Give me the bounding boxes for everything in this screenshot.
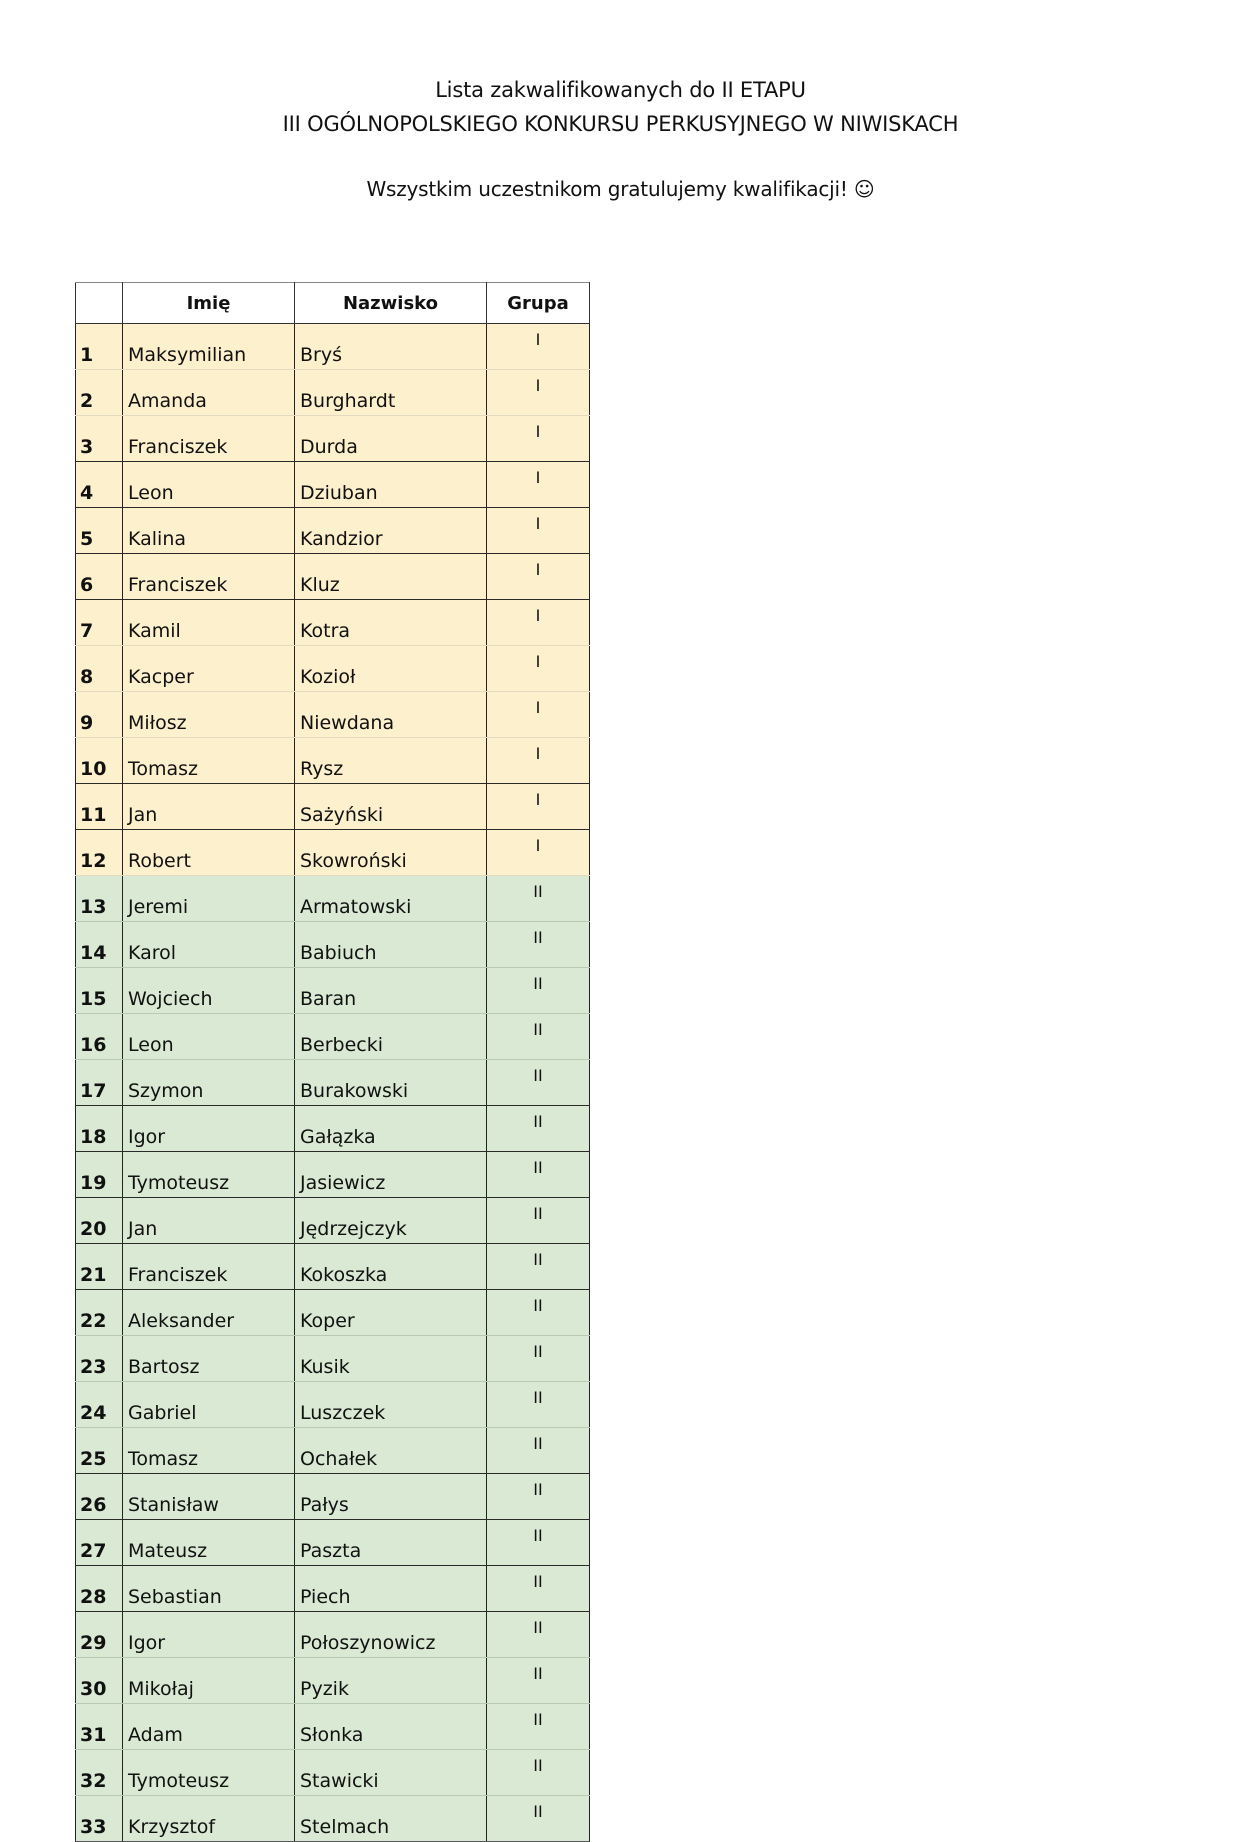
table-row bbox=[76, 1336, 590, 1382]
first-name-cell: Stanisław bbox=[123, 1474, 295, 1520]
group-cell: II bbox=[487, 1658, 590, 1704]
row-number: 21 bbox=[76, 1244, 123, 1290]
first-name-cell: Franciszek bbox=[123, 554, 295, 600]
group-cell: I bbox=[487, 830, 590, 876]
row-number: 30 bbox=[76, 1658, 123, 1704]
competition-name: III OGÓLNOPOLSKIEGO KONKURSU PERKUSYJNEGO W NIWISKACH bbox=[282, 112, 959, 136]
last-name-cell: Armatowski bbox=[295, 876, 487, 922]
group-cell: II bbox=[487, 1060, 590, 1106]
first-name-cell: Igor bbox=[123, 1612, 295, 1658]
last-name-cell: Kotra bbox=[295, 600, 487, 646]
last-name-cell: Słonka bbox=[295, 1704, 487, 1750]
first-name-cell: Leon bbox=[123, 462, 295, 508]
last-name-cell: Gałązka bbox=[295, 1106, 487, 1152]
last-name-cell: Skowroński bbox=[295, 830, 487, 876]
row-number: 1 bbox=[76, 324, 123, 370]
last-name-cell: Pyzik bbox=[295, 1658, 487, 1704]
group-cell: II bbox=[487, 1704, 590, 1750]
first-name-cell: Maksymilian bbox=[123, 324, 295, 370]
congratulations-message: Wszystkim uczestnikom gratulujemy kwalifikacji! bbox=[366, 177, 848, 201]
congratulations-text bbox=[0, 177, 1241, 201]
table-row bbox=[76, 968, 590, 1014]
last-name-cell: Bryś bbox=[295, 324, 487, 370]
table-row bbox=[76, 1290, 590, 1336]
table-row bbox=[76, 324, 590, 370]
row-number: 7 bbox=[76, 600, 123, 646]
table-row bbox=[76, 1428, 590, 1474]
row-number: 14 bbox=[76, 922, 123, 968]
last-name-cell: Luszczek bbox=[295, 1382, 487, 1428]
row-number: 31 bbox=[76, 1704, 123, 1750]
table-row bbox=[76, 600, 590, 646]
row-number: 2 bbox=[76, 370, 123, 416]
last-name-cell: Sażyński bbox=[295, 784, 487, 830]
first-name-cell: Amanda bbox=[123, 370, 295, 416]
row-number: 12 bbox=[76, 830, 123, 876]
last-name-cell: Niewdana bbox=[295, 692, 487, 738]
qualified-participants-table bbox=[75, 282, 590, 1842]
group-cell: II bbox=[487, 1290, 590, 1336]
group-cell: I bbox=[487, 554, 590, 600]
row-number: 11 bbox=[76, 784, 123, 830]
last-name-cell: Burakowski bbox=[295, 1060, 487, 1106]
first-name-cell: Karol bbox=[123, 922, 295, 968]
row-number: 9 bbox=[76, 692, 123, 738]
column-header-first-name: Imię bbox=[123, 283, 295, 324]
document-title: Lista zakwalifikowanych do II ETAPU bbox=[435, 78, 806, 102]
table-row bbox=[76, 1106, 590, 1152]
table-row bbox=[76, 922, 590, 968]
first-name-cell: Bartosz bbox=[123, 1336, 295, 1382]
row-number: 22 bbox=[76, 1290, 123, 1336]
first-name-cell: Kamil bbox=[123, 600, 295, 646]
first-name-cell: Sebastian bbox=[123, 1566, 295, 1612]
table-row bbox=[76, 1796, 590, 1842]
first-name-cell: Mateusz bbox=[123, 1520, 295, 1566]
row-number: 29 bbox=[76, 1612, 123, 1658]
group-cell: I bbox=[487, 462, 590, 508]
row-number: 25 bbox=[76, 1428, 123, 1474]
first-name-cell: Franciszek bbox=[123, 1244, 295, 1290]
first-name-cell: Mikołaj bbox=[123, 1658, 295, 1704]
column-header-last-name: Nazwisko bbox=[295, 283, 487, 324]
last-name-cell: Kusik bbox=[295, 1336, 487, 1382]
first-name-cell: Jeremi bbox=[123, 876, 295, 922]
last-name-cell: Piech bbox=[295, 1566, 487, 1612]
last-name-cell: Babiuch bbox=[295, 922, 487, 968]
group-cell: I bbox=[487, 600, 590, 646]
group-cell: I bbox=[487, 692, 590, 738]
group-cell: II bbox=[487, 1750, 590, 1796]
table-row bbox=[76, 416, 590, 462]
last-name-cell: Dziuban bbox=[295, 462, 487, 508]
row-number: 26 bbox=[76, 1474, 123, 1520]
last-name-cell: Rysz bbox=[295, 738, 487, 784]
table-row bbox=[76, 1750, 590, 1796]
last-name-cell: Baran bbox=[295, 968, 487, 1014]
row-number: 23 bbox=[76, 1336, 123, 1382]
table-row bbox=[76, 784, 590, 830]
row-number: 19 bbox=[76, 1152, 123, 1198]
group-cell: I bbox=[487, 738, 590, 784]
first-name-cell: Szymon bbox=[123, 1060, 295, 1106]
last-name-cell: Kandzior bbox=[295, 508, 487, 554]
group-cell: I bbox=[487, 508, 590, 554]
group-cell: II bbox=[487, 1244, 590, 1290]
group-cell: II bbox=[487, 1612, 590, 1658]
last-name-cell: Kluz bbox=[295, 554, 487, 600]
last-name-cell: Koper bbox=[295, 1290, 487, 1336]
first-name-cell: Jan bbox=[123, 784, 295, 830]
first-name-cell: Aleksander bbox=[123, 1290, 295, 1336]
smiley-icon: ☺ bbox=[853, 177, 875, 201]
group-cell: II bbox=[487, 922, 590, 968]
table-row bbox=[76, 462, 590, 508]
first-name-cell: Tymoteusz bbox=[123, 1152, 295, 1198]
table-row bbox=[76, 508, 590, 554]
row-number: 16 bbox=[76, 1014, 123, 1060]
column-header-number bbox=[76, 283, 123, 324]
group-cell: II bbox=[487, 1566, 590, 1612]
row-number: 4 bbox=[76, 462, 123, 508]
group-cell: II bbox=[487, 1106, 590, 1152]
group-cell: II bbox=[487, 1336, 590, 1382]
table-row bbox=[76, 830, 590, 876]
table-row bbox=[76, 1658, 590, 1704]
row-number: 10 bbox=[76, 738, 123, 784]
group-cell: II bbox=[487, 1474, 590, 1520]
first-name-cell: Miłosz bbox=[123, 692, 295, 738]
row-number: 5 bbox=[76, 508, 123, 554]
table-row bbox=[76, 1014, 590, 1060]
group-cell: II bbox=[487, 1152, 590, 1198]
row-number: 28 bbox=[76, 1566, 123, 1612]
table-header-row bbox=[76, 283, 590, 324]
group-cell: II bbox=[487, 1796, 590, 1842]
last-name-cell: Durda bbox=[295, 416, 487, 462]
last-name-cell: Stawicki bbox=[295, 1750, 487, 1796]
row-number: 8 bbox=[76, 646, 123, 692]
row-number: 24 bbox=[76, 1382, 123, 1428]
row-number: 27 bbox=[76, 1520, 123, 1566]
first-name-cell: Igor bbox=[123, 1106, 295, 1152]
group-cell: II bbox=[487, 1382, 590, 1428]
last-name-cell: Stelmach bbox=[295, 1796, 487, 1842]
group-cell: II bbox=[487, 1520, 590, 1566]
table-row bbox=[76, 738, 590, 784]
table-row bbox=[76, 554, 590, 600]
table-row bbox=[76, 1152, 590, 1198]
first-name-cell: Leon bbox=[123, 1014, 295, 1060]
table-row bbox=[76, 1566, 590, 1612]
group-cell: II bbox=[487, 968, 590, 1014]
row-number: 18 bbox=[76, 1106, 123, 1152]
row-number: 3 bbox=[76, 416, 123, 462]
first-name-cell: Gabriel bbox=[123, 1382, 295, 1428]
table-row bbox=[76, 876, 590, 922]
first-name-cell: Kacper bbox=[123, 646, 295, 692]
group-cell: I bbox=[487, 324, 590, 370]
first-name-cell: Robert bbox=[123, 830, 295, 876]
last-name-cell: Paszta bbox=[295, 1520, 487, 1566]
row-number: 20 bbox=[76, 1198, 123, 1244]
first-name-cell: Tymoteusz bbox=[123, 1750, 295, 1796]
row-number: 6 bbox=[76, 554, 123, 600]
last-name-cell: Burghardt bbox=[295, 370, 487, 416]
table-row bbox=[76, 1474, 590, 1520]
row-number: 13 bbox=[76, 876, 123, 922]
group-cell: I bbox=[487, 370, 590, 416]
table-row bbox=[76, 1198, 590, 1244]
first-name-cell: Adam bbox=[123, 1704, 295, 1750]
group-cell: II bbox=[487, 876, 590, 922]
group-cell: II bbox=[487, 1014, 590, 1060]
column-header-group: Grupa bbox=[487, 283, 590, 324]
table-row bbox=[76, 1704, 590, 1750]
group-cell: I bbox=[487, 784, 590, 830]
table-row bbox=[76, 1612, 590, 1658]
first-name-cell: Tomasz bbox=[123, 1428, 295, 1474]
first-name-cell: Wojciech bbox=[123, 968, 295, 1014]
group-cell: I bbox=[487, 416, 590, 462]
last-name-cell: Kozioł bbox=[295, 646, 487, 692]
table-row bbox=[76, 370, 590, 416]
group-cell: II bbox=[487, 1428, 590, 1474]
last-name-cell: Berbecki bbox=[295, 1014, 487, 1060]
row-number: 15 bbox=[76, 968, 123, 1014]
table-row bbox=[76, 1060, 590, 1106]
first-name-cell: Tomasz bbox=[123, 738, 295, 784]
group-cell: II bbox=[487, 1198, 590, 1244]
first-name-cell: Jan bbox=[123, 1198, 295, 1244]
table-row bbox=[76, 1520, 590, 1566]
last-name-cell: Jędrzejczyk bbox=[295, 1198, 487, 1244]
last-name-cell: Ochałek bbox=[295, 1428, 487, 1474]
last-name-cell: Pałys bbox=[295, 1474, 487, 1520]
first-name-cell: Krzysztof bbox=[123, 1796, 295, 1842]
row-number: 32 bbox=[76, 1750, 123, 1796]
first-name-cell: Franciszek bbox=[123, 416, 295, 462]
table-row bbox=[76, 646, 590, 692]
table-row bbox=[76, 1244, 590, 1290]
last-name-cell: Połoszynowicz bbox=[295, 1612, 487, 1658]
last-name-cell: Kokoszka bbox=[295, 1244, 487, 1290]
row-number: 33 bbox=[76, 1796, 123, 1842]
row-number: 17 bbox=[76, 1060, 123, 1106]
group-cell: I bbox=[487, 646, 590, 692]
last-name-cell: Jasiewicz bbox=[295, 1152, 487, 1198]
table-row bbox=[76, 692, 590, 738]
first-name-cell: Kalina bbox=[123, 508, 295, 554]
table-row bbox=[76, 1382, 590, 1428]
